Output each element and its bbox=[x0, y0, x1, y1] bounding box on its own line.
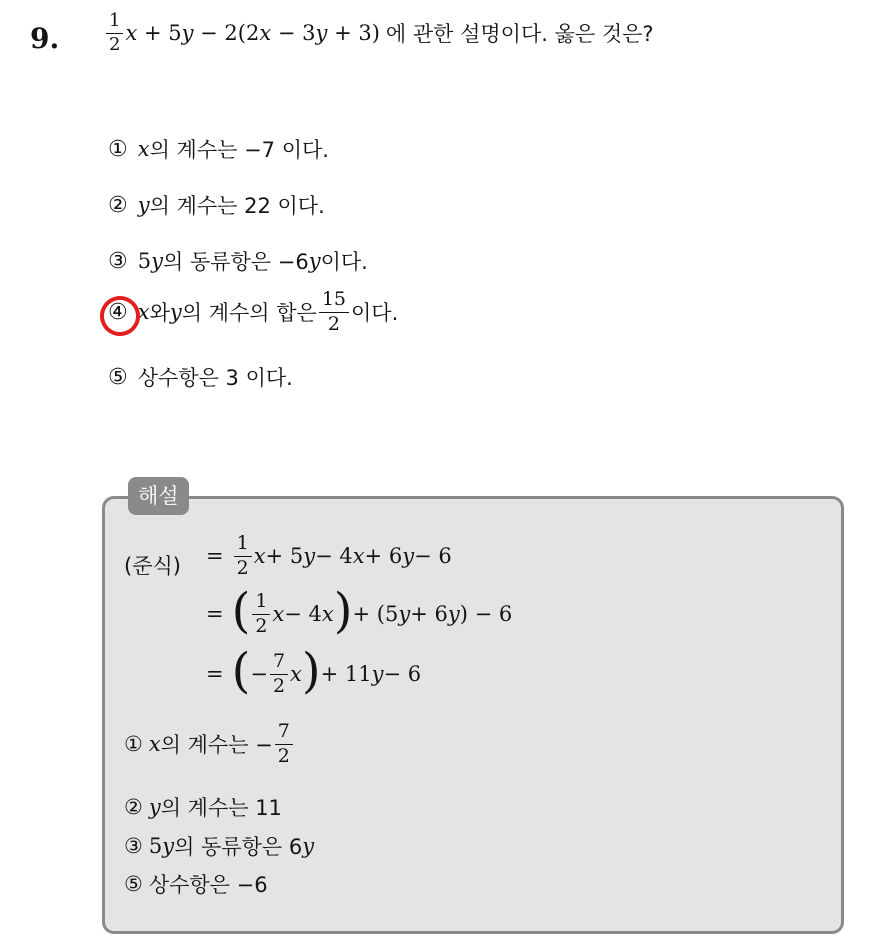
right-paren: ) bbox=[333, 583, 353, 639]
term: + 6 bbox=[364, 544, 403, 569]
note-text: 의 동류항은 6 bbox=[174, 835, 303, 859]
var: y bbox=[169, 300, 182, 325]
term: + (5 bbox=[352, 602, 399, 626]
equals: = bbox=[206, 602, 224, 626]
term: 5 bbox=[148, 834, 163, 858]
expression bbox=[125, 21, 379, 45]
fraction bbox=[234, 534, 252, 579]
choice-symbol: ⑤ bbox=[108, 364, 128, 390]
fraction bbox=[106, 12, 123, 55]
fraction-denominator: 2 bbox=[236, 556, 249, 579]
fraction bbox=[275, 722, 293, 767]
right-paren: ) bbox=[301, 643, 321, 699]
var: x bbox=[253, 544, 266, 569]
solution-tag: 해설 bbox=[128, 477, 189, 515]
fraction-denominator: 2 bbox=[272, 674, 286, 697]
term: ) − 6 bbox=[459, 602, 513, 626]
term: 5 bbox=[137, 249, 152, 273]
var: y bbox=[303, 544, 316, 569]
note-symbol: ⑤ bbox=[124, 872, 143, 896]
fraction-numerator: 7 bbox=[275, 722, 293, 745]
term: + 3) bbox=[327, 21, 380, 46]
choice-text: 이다. bbox=[320, 250, 368, 274]
equals: = bbox=[206, 544, 224, 569]
choice-text: 이다. bbox=[351, 301, 399, 326]
question-stem bbox=[104, 12, 654, 55]
fraction-denominator: 2 bbox=[277, 744, 290, 767]
question-number: 9. bbox=[30, 22, 60, 55]
choice-4[interactable] bbox=[108, 290, 398, 335]
choice-3[interactable] bbox=[108, 246, 368, 276]
term: − 6 bbox=[414, 544, 452, 569]
var: x bbox=[137, 137, 150, 161]
solution-label bbox=[124, 550, 181, 580]
term: + 6 bbox=[410, 602, 448, 626]
fraction-denominator: 2 bbox=[109, 33, 121, 55]
term: − 2(2 bbox=[193, 21, 260, 46]
equals: = bbox=[206, 662, 224, 686]
choice-2[interactable] bbox=[108, 190, 325, 220]
var: y bbox=[398, 602, 411, 626]
var: x bbox=[125, 21, 138, 46]
fraction-numerator: 1 bbox=[106, 12, 123, 34]
note-text: 의 계수는 11 bbox=[160, 796, 282, 820]
var: x bbox=[321, 602, 334, 626]
choice-text: 의 동류항은 −6 bbox=[162, 250, 309, 274]
var: x bbox=[259, 21, 272, 46]
choice-text: 의 계수는 22 이다. bbox=[149, 194, 325, 218]
var: y bbox=[148, 795, 161, 819]
choice-text: 와 bbox=[149, 301, 170, 326]
var: x bbox=[148, 732, 161, 757]
var: y bbox=[447, 602, 460, 626]
fraction-numerator: 1 bbox=[234, 534, 252, 557]
solution-line-3 bbox=[206, 643, 422, 699]
fraction-numerator: 7 bbox=[270, 652, 288, 675]
var: y bbox=[402, 544, 415, 569]
label-text: (준식) bbox=[124, 554, 181, 578]
solution-line-2 bbox=[206, 583, 513, 639]
note-symbol: ② bbox=[124, 795, 143, 819]
term: + 11 bbox=[320, 662, 372, 686]
var: x bbox=[272, 602, 285, 626]
choice-text: 의 계수는 −7 이다. bbox=[149, 138, 329, 162]
solution-note-4 bbox=[124, 869, 268, 899]
fraction-denominator: 2 bbox=[327, 312, 340, 335]
fraction-numerator: 1 bbox=[252, 592, 270, 615]
var: y bbox=[308, 249, 321, 273]
note-text: 상수항은 −6 bbox=[148, 873, 268, 897]
var: y bbox=[151, 249, 163, 273]
var: y bbox=[315, 21, 328, 46]
var: y bbox=[137, 193, 150, 217]
choice-text: 의 계수의 합은 bbox=[181, 301, 317, 326]
var: y bbox=[162, 834, 175, 858]
choice-symbol: ② bbox=[108, 192, 128, 218]
term: − 6 bbox=[383, 662, 422, 686]
var: x bbox=[137, 300, 150, 325]
fraction bbox=[252, 589, 270, 637]
solution-note-3 bbox=[124, 831, 314, 861]
choice-symbol: ④ bbox=[108, 299, 128, 325]
choice-symbol: ① bbox=[108, 136, 128, 162]
question-prompt: 에 관한 설명이다. 옳은 것은? bbox=[385, 22, 654, 47]
choice-symbol: ③ bbox=[108, 248, 128, 274]
left-paren: ( bbox=[231, 643, 251, 699]
solution-note-2 bbox=[124, 792, 282, 822]
term: − 4 bbox=[284, 602, 322, 626]
var: y bbox=[371, 662, 384, 686]
choice-1[interactable] bbox=[108, 134, 329, 164]
term: − bbox=[250, 662, 268, 686]
fraction bbox=[319, 290, 349, 335]
term: − 4 bbox=[315, 544, 353, 569]
var: y bbox=[302, 834, 315, 858]
choice-5[interactable] bbox=[108, 362, 293, 392]
var: x bbox=[352, 544, 365, 569]
solution-note-1 bbox=[124, 722, 295, 767]
term: + 5 bbox=[137, 21, 182, 46]
term: + 5 bbox=[265, 544, 304, 569]
choice-text: 상수항은 3 이다. bbox=[137, 366, 293, 390]
note-text: 의 계수는 − bbox=[160, 733, 273, 758]
left-paren: ( bbox=[231, 583, 251, 639]
term: − 3 bbox=[271, 21, 316, 46]
var: x bbox=[290, 662, 302, 686]
fraction bbox=[270, 649, 288, 697]
fraction-numerator: 15 bbox=[319, 290, 349, 313]
note-symbol: ③ bbox=[124, 834, 143, 858]
fraction-denominator: 2 bbox=[255, 614, 268, 637]
note-symbol: ① bbox=[124, 732, 143, 757]
var: y bbox=[181, 21, 194, 46]
solution-line-1 bbox=[206, 534, 452, 579]
